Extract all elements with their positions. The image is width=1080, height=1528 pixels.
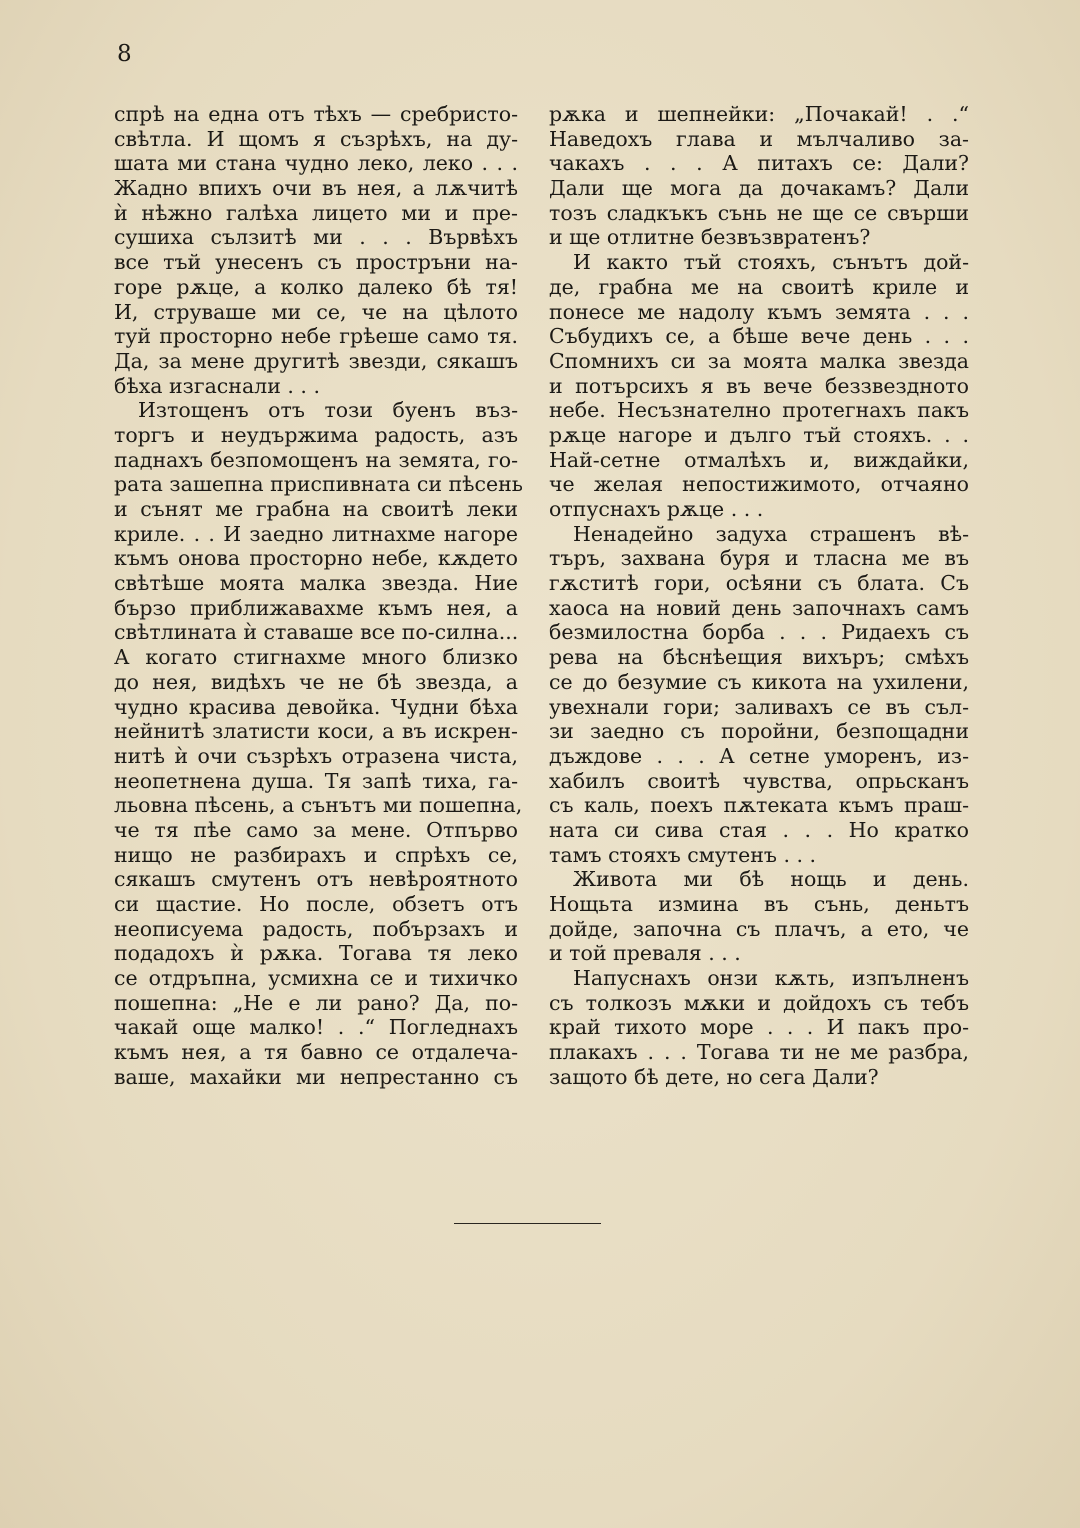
text-line: И както тъй стояхъ, сънътъ дой- (573, 250, 969, 275)
text-line: рѫка и шепнейки: „Почакай! . .“ (549, 102, 969, 126)
text-line: Дали ще мога да дочакамъ? Дали (549, 176, 969, 201)
text-line: хабилъ своитѣ чувства, опрьсканъ (549, 768, 969, 793)
text-line: туй просторно небе грѣеше само тя. (114, 324, 518, 349)
text-line: край тихото море . . . И пакъ про- (549, 1015, 969, 1040)
text-line: нейнитѣ златисти коси, а въ искрен- (114, 719, 518, 744)
text-line: нитѣ ѝ очи съзрѣхъ отразена чиста, (114, 743, 518, 768)
text-line: А когато стигнахме много близко (114, 645, 518, 670)
left-column (114, 102, 523, 1090)
text-line: ѝ нѣжно галѣха лицето ми и пре- (114, 200, 518, 225)
text-line: понесе ме надолу къмъ земята . . . (549, 299, 969, 324)
text-line: плакахъ . . . Тогава ти не ме разбра, (549, 1040, 969, 1065)
text-line: торгъ и неудържима радость, азъ (114, 422, 518, 447)
text-line: льовна пѣсень, а сънътъ ми пошепна, (114, 793, 523, 818)
text-line: до нея, видѣхъ че не бѣ звезда, а (114, 669, 518, 694)
text-line: криле. . . И заедно литнахме нагоре (114, 521, 518, 546)
text-line: бѣха изгаснали . . . (114, 373, 320, 398)
text-line: свѣтла. И щомъ я съзрѣхъ, на ду- (114, 126, 518, 151)
text-line: Живота ми бѣ нощь и день. (573, 867, 969, 892)
text-line: свѣтлината ѝ ставаше все по-силна... (114, 620, 519, 645)
text-line: Да, за мене другитѣ звезди, сякашъ (114, 348, 518, 373)
text-line: че желая непостижимото, отчаяно (549, 472, 969, 497)
text-line: свѣтѣше моята малка звезда. Ние (114, 571, 518, 596)
text-line: хаоса на новий день започнахъ самъ (549, 595, 969, 620)
text-line: горе рѫце, а колко далеко бѣ тя! (114, 274, 518, 299)
text-line: и потърсихъ я въ вече беззвездното (549, 373, 969, 398)
text-line: си щастие. Но после, обзетъ отъ (114, 892, 518, 916)
text-line: небе. Несъзнателно протегнахъ пакъ (549, 398, 969, 423)
text-line: чакахъ . . . А питахъ се: Дали? (549, 151, 969, 176)
text-line: безмилостна борба . . . Ридаехъ съ (549, 620, 969, 645)
text-line: увехнали гори; заливахъ се въ съл- (549, 694, 969, 719)
text-line: Жадно впихъ очи въ нея, а лѫчитѣ (114, 176, 518, 201)
text-line: сякашъ смутенъ отъ невѣроятното (114, 867, 518, 892)
text-line: все тъй унесенъ съ простръни на- (114, 250, 518, 275)
text-line: отпуснахъ рѫце . . . (549, 497, 764, 521)
page-number: 8 (117, 41, 132, 67)
text-line: съ каль, поехъ пѫтеката къмъ праш- (549, 793, 969, 818)
text-line: неопетнена душа. Тя запѣ тиха, га- (114, 768, 518, 793)
text-line: защото бѣ дете, но сега Дали? (549, 1064, 879, 1089)
text-line: Събудихъ се, а бѣше вече день . . . (549, 324, 969, 349)
text-line: съ толкозъ мѫки и дойдохъ съ тебъ (549, 990, 969, 1015)
text-line: тамъ стояхъ смутенъ . . . (549, 842, 817, 867)
text-line: пошепна: „Не е ли рано? Да, по- (114, 990, 518, 1015)
end-divider (454, 1223, 601, 1224)
text-line: сушиха сълзитѣ ми . . . Вървѣхъ (114, 225, 518, 250)
text-line: рева на бѣснѣещия вихъръ; смѣхъ (549, 645, 969, 670)
text-line: и той преваля . . . (549, 941, 741, 966)
text-line: ваше, махайки ми непрестанно съ (114, 1064, 518, 1089)
right-column (549, 102, 969, 1090)
text-line: чудно красива девойка. Чудни бѣха (114, 694, 518, 719)
text-line: къмъ нея, а тя бавно се отдалеча- (114, 1040, 518, 1065)
text-line: се отдръпна, усмихна се и тихичко (114, 966, 518, 991)
text-line: дъждове . . . А сетне уморенъ, из- (549, 743, 969, 768)
text-line: Напуснахъ онзи кѫть, изпълненъ (573, 966, 969, 991)
text-line: Наведохъ глава и мълчаливо за- (549, 126, 969, 151)
text-line: Изтощенъ отъ този буенъ въз- (138, 398, 518, 423)
text-line: Спомнихъ си за моята малка звезда (549, 348, 969, 373)
text-line: ната си сива стая . . . Но кратко (549, 817, 969, 842)
text-line: де, грабна ме на своитѣ криле и (549, 274, 969, 299)
text-line: и ще отлитне безвъзвратенъ? (549, 225, 871, 250)
text-line: и сънят ме грабна на своитѣ леки (114, 497, 518, 521)
text-line: спрѣ на една отъ тѣхъ — сребристо- (114, 102, 518, 126)
text-line: шата ми стана чудно леко, леко . . . (114, 151, 518, 176)
text-line: тозъ сладкъкъ сънь не ще се свърши (549, 200, 969, 225)
text-line: Ненадейно задуха страшенъ вѣ- (573, 521, 969, 546)
text-line: Нощьта измина въ сънь, деньтъ (549, 892, 969, 916)
text-line: бързо приближавахме къмъ нея, а (114, 595, 518, 620)
text-line: рѫце нагоре и дълго тъй стояхъ. . . (549, 422, 969, 447)
text-line: зи заедно съ поройни, безпощадни (549, 719, 969, 744)
text-line: нищо не разбирахъ и спрѣхъ се, (114, 842, 518, 867)
text-line: търъ, захвана буря и тласна ме въ (549, 546, 969, 571)
text-line: дойде, започна съ плачъ, а ето, че (549, 916, 969, 941)
text-line: къмъ онова просторно небе, кѫдето (114, 546, 518, 571)
text-line: И, струваше ми се, че на цѣлото (114, 299, 518, 324)
text-line: неописуема радость, побързахъ и (114, 916, 518, 941)
text-line: паднахъ безпомощенъ на земята, го- (114, 447, 518, 472)
text-line: че тя пѣе само за мене. Отпърво (114, 817, 518, 842)
text-line: гѫститѣ гори, осѣяни съ блата. Съ (549, 571, 969, 596)
text-line: чакай още малко! . .“ Погледнахъ (114, 1015, 518, 1040)
text-line: Най-сетне отмалѣхъ и, виждайки, (549, 447, 969, 472)
text-line: подадохъ ѝ рѫка. Тогава тя леко (114, 941, 518, 966)
text-line: се до безумие съ кикота на ухилени, (549, 669, 969, 694)
text-line: рата зашепна приспивната си пѣсень (114, 472, 523, 497)
